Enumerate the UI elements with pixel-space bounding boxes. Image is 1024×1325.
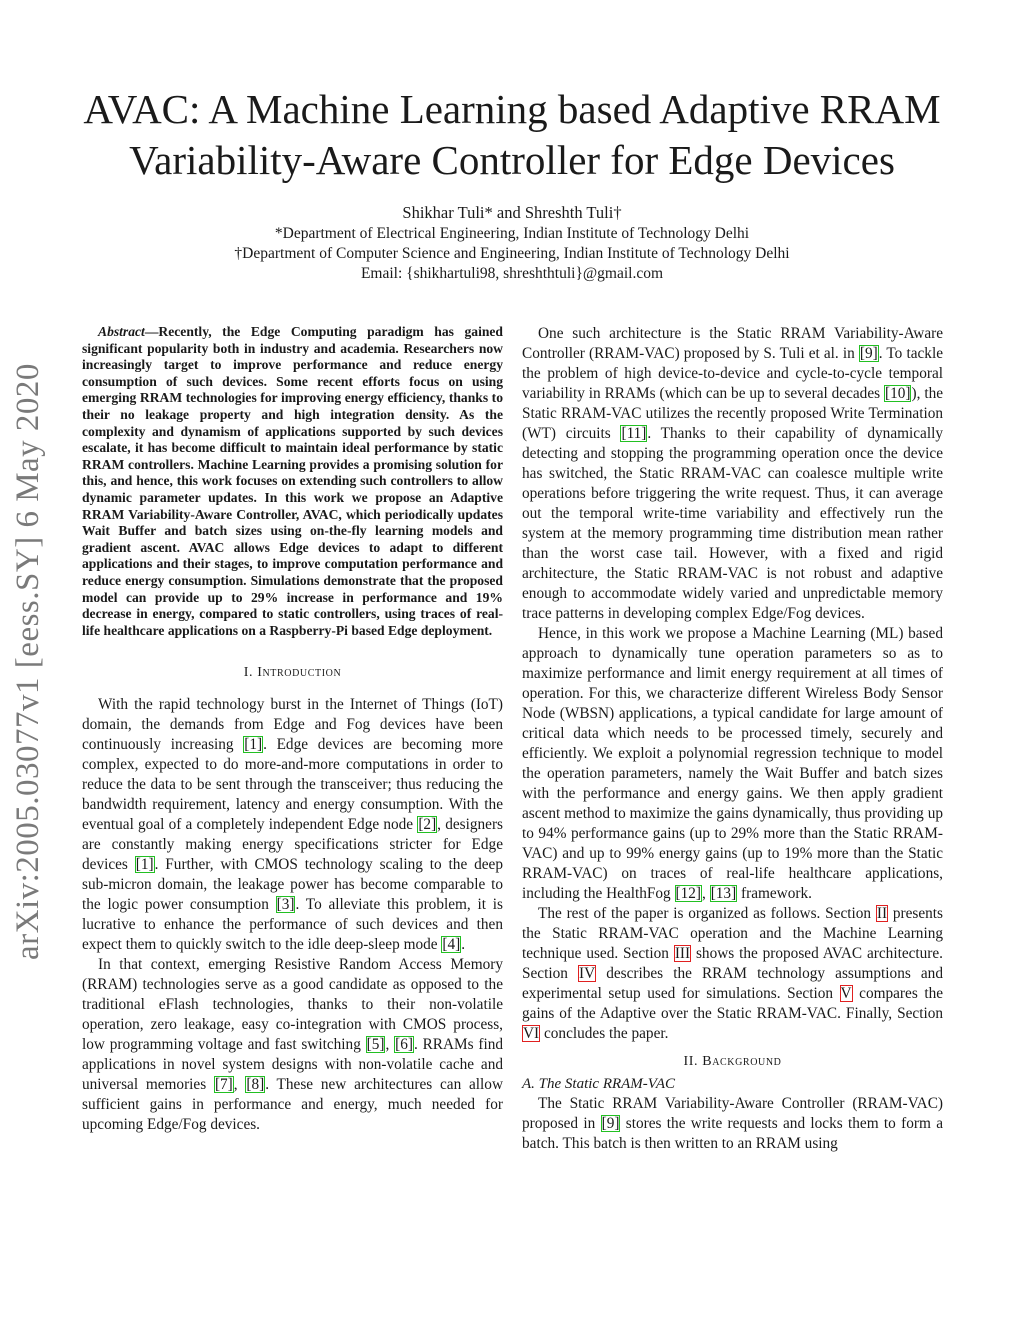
citation-link[interactable]: [11] xyxy=(621,425,647,442)
section-link[interactable]: IV xyxy=(578,965,596,982)
section-heading-introduction: I. Introduction xyxy=(243,665,342,681)
intro-paragraph-1: With the rapid technology burst in the Internet of Things (IoT) domain, the demands from Edge and Fog devices have been continuously increasing [1]. Edge devices are becoming more complex, expected to do more-and-more computations in order to reduce the data to be sent through the transceiver; thus reducing the bandwidth requirement, latency and energy consumption. With the eventual goal of a completely independent Edge node [2], designers are constantly making energy specifications stricter for Edge devices [1]. Further, with CMOS technology scaling to the deep sub-micron domain, the leakage power has become comparable to the logic power consumption [3]. To alleviate this problem, it is lucrative to enhance the performance of such devices and then expect them to quickly switch to the idle deep-sleep mode [4]. xyxy=(82,696,504,954)
paper-title xyxy=(60,84,964,186)
citation-link[interactable]: [12] xyxy=(675,885,702,902)
arxiv-stamp: arXiv:2005.03077v1 [eess.SY] 6 May 2020 xyxy=(10,363,46,960)
title-line-1: AVAC: A Machine Learning based Adaptive RRAM xyxy=(83,86,941,132)
title-line-2: Variability-Aware Controller for Edge Devices xyxy=(129,137,895,183)
citation-link[interactable]: [6] xyxy=(395,1036,413,1054)
affiliation-cse: †Department of Computer Science and Engineering, Indian Institute of Technology Delhi xyxy=(234,245,790,262)
citation-link[interactable]: [13] xyxy=(710,885,737,902)
section-link[interactable]: II xyxy=(876,905,888,922)
abstract-text: —Recently, the Edge Computing paradigm has gained significant popularity both in industry and academia. Researchers now increasingly target to improve performance and reduce energy consumption of such devices. Some recent efforts focus on using emerging RRAM technologies for improving energy efficiency, thanks to their no leakage property and high integration density. As the complexity and dynamism of applications supported by such devices escalate, it has become difficult to maintain ideal performance by static RRAM controllers. Machine Learning provides a promising solution for this, and hence, this work focuses on extending such controllers to allow dynamic parameter updates. In this work we propose an Adaptive RRAM Variability-Aware Controller, AVAC, which periodically updates Wait Buffer and batch sizes using on-the-fly learning models and gradient ascent. AVAC allows Edge devices to adapt to different applications and their stages, to improve computation performance and reduce energy consumption. Simulations demonstrate that the proposed model can provide up to 29% increase in performance and 19% decrease in energy, compared to static controllers, using traces of real-life healthcare applications on a Raspberry-Pi based Edge deployment. xyxy=(82,324,503,638)
citation-link[interactable]: [10] xyxy=(884,385,911,402)
author-block xyxy=(100,202,924,284)
author-names: Shikhar Tuli* and Shreshth Tuli† xyxy=(402,203,622,222)
section-heading-background: II. Background xyxy=(683,1054,782,1069)
intro-paragraph-2: In that context, emerging Resistive Random Access Memory (RRAM) technologies serve as a good candidate as opposed to the traditional eFlash technologies, thanks to their non-volatile operation, zero leakage, easy co-integration with CMOS process, low programming voltage and fast switching [5], [6]. RRAMs find applications in novel system designs with non-volatile cache and universal memories [7], [8]. These new architectures can allow sufficient gains in performance and energy, much needed for upcoming Edge/Fog devices. xyxy=(82,956,504,1134)
right-column xyxy=(522,324,943,1154)
affiliation-ee: *Department of Electrical Engineering, Indian Institute of Technology Delhi xyxy=(274,225,750,242)
left-column xyxy=(82,324,503,1135)
section-link[interactable]: III xyxy=(674,945,691,962)
citation-link[interactable]: [9] xyxy=(601,1115,620,1132)
subsection-heading: A. The Static RRAM-VAC xyxy=(522,1076,676,1092)
section-link[interactable]: VI xyxy=(523,1025,540,1042)
citation-link[interactable]: [4] xyxy=(442,936,461,954)
citation-link[interactable]: [9] xyxy=(859,345,878,362)
abstract-label: Abstract xyxy=(98,324,145,339)
citation-link[interactable]: [8] xyxy=(246,1076,265,1094)
section-link[interactable]: V xyxy=(840,985,852,1002)
citation-link[interactable]: [3] xyxy=(276,896,295,914)
citation-link[interactable]: [2] xyxy=(418,816,437,834)
right-paragraph-4: The Static RRAM Variability-Aware Controller (RRAM-VAC) proposed in [9] stores the write requests and locks them to form a batch. This batch is then written to an RRAM using xyxy=(522,1095,943,1152)
citation-link[interactable]: [5] xyxy=(366,1036,385,1054)
citation-link[interactable]: [1] xyxy=(244,736,263,754)
right-paragraph-2: Hence, in this work we propose a Machine Learning (ML) based approach to dynamically tune operation parameters so as to maximize performance and limit energy requirement at all times of operation. For this, we characterize different Wireless Body Sensor Node (WBSN) applications, a typical candidate for large amount of critical data which needs to be processed timely, securely and efficiently. We exploit a polynomial regression technique to model the operation parameters, namely the Wait Buffer and batch sizes with the performance and energy gains. We then apply gradient ascent method to maximize the gains dynamically, thus providing up to 94% performance gains (up to 29% more than the Static RRAM-VAC) and up to 99% energy gains (up to 19% more than the Static RRAM-VAC) on traces of real-life healthcare applications, including the HealthFog [12], [13] framework. xyxy=(522,625,943,902)
right-paragraph-1: One such architecture is the Static RRAM Variability-Aware Controller (RRAM-VAC) proposed by S. Tuli et al. in [9]. To tackle the problem of high device-to-device and cycle-to-cycle temporal variability in RRAMs (which can be up to several decades [10]), the Static RRAM-VAC utilizes the recently proposed Write Termination (WT) circuits [11]. Thanks to their capability of dynamically detecting and stopping the programming operation once the device has switched, the Static RRAM-VAC can coalesce multiple write operations before triggering the write request. Thus, it can average out the temporal write-time variability and effectively run the system at the memory programming time distribution mean rather than the worst case tail. However, with a fixed and rigid architecture, the Static RRAM-VAC is not robust and adaptive enough to accommodate widely varied and unpredictable memory trace patterns in developing complex Edge/Fog devices. xyxy=(522,325,944,622)
citation-link[interactable]: [1] xyxy=(135,856,154,874)
abstract xyxy=(82,324,503,639)
author-email: Email: {shikhartuli98, shreshthtuli}@gmail.com xyxy=(360,265,664,282)
right-paragraph-3: The rest of the paper is organized as follows. Section II presents the Static RRAM-VAC operation and the Machine Learning technique used. Section III shows the proposed AVAC architecture. Section IV describes the RRAM technology assumptions and experimental setup used for simulations. Section V compares the gains of the Adaptive over the Static RRAM-VAC. Finally, Section VI concludes the paper. xyxy=(522,905,944,1042)
citation-link[interactable]: [7] xyxy=(214,1076,233,1094)
